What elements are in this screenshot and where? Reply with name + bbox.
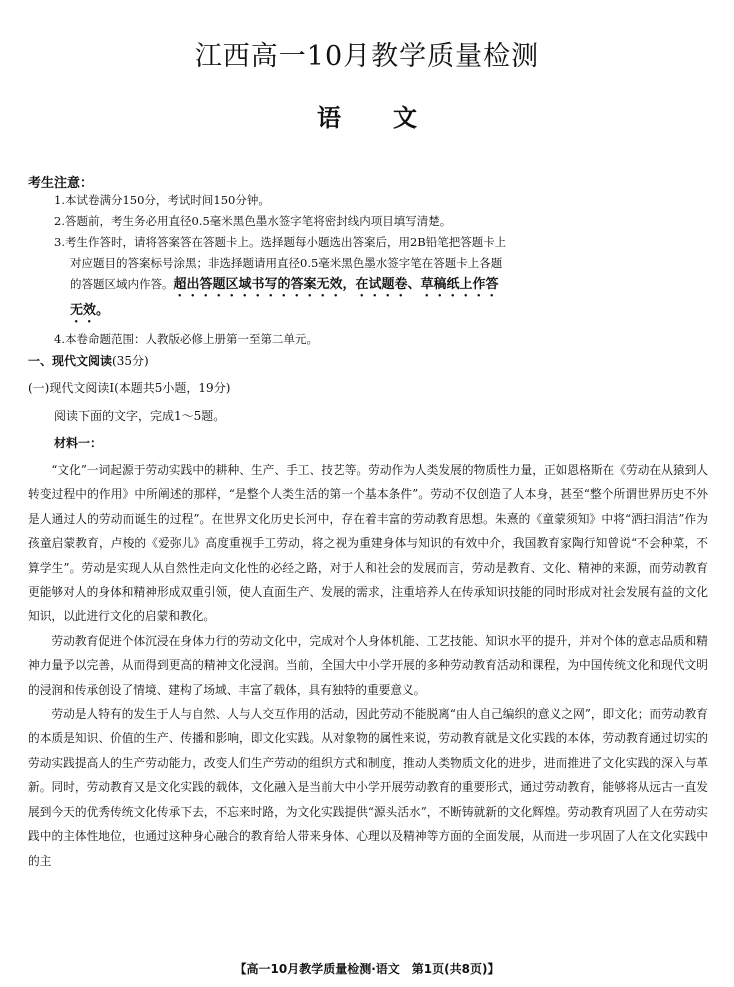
notice-list xyxy=(54,190,594,350)
passage-paragraph-3: 劳动是人特有的发生于人与自然、人与人交互作用的活动，因此劳动不能脱离“由人自己编织的意义之网”，即文化；而劳动教育的本质是知识、价值的生产、传播和影响，即文化实践。从对象物的属性来说，劳动教育就是文化实践的本体，劳动教育通过切实的劳动实践提高人的生产劳动能力，改变人们生产劳动的组织方式和制度，推动人类物质文化的进步，进而推进了文化实践的深入与革新。同时，劳动教育又是文化实践的载体，文化融入是当前大中小学开展劳动教育的重要形式，通过劳动教育，能够将从远古一直发展到今天的优秀传统文化传承下去，不忘来时路，为文化实践提供“源头活水”，不断铸就新的文化辉煌。劳动教育巩固了人在劳动实践中的主体性地位，也通过这种身心融合的教育给人带来身体、心理以及精神等方面的全面发展，从而进一步巩固了人在文化实践中的主 xyxy=(28,707,708,868)
reading-instruction: 阅读下面的文字，完成1～5题。 xyxy=(54,409,226,423)
part-title: 一、现代文阅读 xyxy=(28,354,113,368)
notice-item-3-line-4 xyxy=(54,300,594,326)
part-heading xyxy=(28,352,149,369)
page-footer xyxy=(0,960,734,977)
footer-text: 【高一10月教学质量检测·语文 第1页(共8页)】 xyxy=(234,962,500,976)
notice-emphasis-1: 超出答题区域书写的答案无效，在试题卷、草稿纸上作答 xyxy=(173,277,499,292)
passage-paragraph-1: “文化”一词起源于劳动实践中的耕种、生产、手工、技艺等。劳动作为人类发展的物质性力量，正如恩格斯在《劳动在从猿到人转变过程中的作用》中所阐述的那样，“是整个人类生活的第一个基本条件”。劳动不仅创造了人本身，甚至“整个所谓世界历史不外是人通过人的劳动而诞生的过程”。在世界文化历史长河中，存在着丰富的劳动教育思想。朱熹的《童蒙须知》中将“洒扫涓洁”作为孩童启蒙教育，卢梭的《爱弥儿》高度重视手工劳动，将之视为重建身体与知识的有效中介，我国教育家陶行知曾说“不会种菜，不算学生”。劳动是实现人从自然性走向文化性的必经之路，对于人和社会的发展而言，劳动是教育、文化、精神的来源，而劳动教育更能够对人的身体和精神形成双重引领，使人直面生产、发展的需求，注重培养人在传承知识技能的同时形成对社会发展有益的文化知识，以此进行文化的启蒙和教化。 xyxy=(28,463,708,624)
notice-item-3-text: 的答题区域内作答。 xyxy=(70,277,174,291)
notice-item-2: 2.答题前，考生务必用直径0.5毫米黑色墨水签字笔将密封线内项目填写清楚。 xyxy=(54,214,452,228)
material-label-text: 材料一： xyxy=(54,436,103,450)
sub-heading: (一)现代文阅读Ⅰ(本题共5小题，19分) xyxy=(28,381,231,395)
notice-emphasis-2: 无效。 xyxy=(70,303,110,318)
notice-heading: 考生注意： xyxy=(28,176,94,191)
material-label xyxy=(54,434,102,451)
part-score: (35分) xyxy=(112,354,149,368)
notice-item-3-line-2: 对应题目的答案标号涂黑；非选择题请用直径0.5毫米黑色墨水签字笔在答题卡上各题 xyxy=(70,256,503,270)
notice-item-4: 4.本卷命题范围：人教版必修上册第一至第二单元。 xyxy=(54,332,318,346)
subject-title xyxy=(0,98,734,133)
notice-item-3-line-3 xyxy=(54,274,594,300)
subject-char-2: 文 xyxy=(393,103,417,132)
notice-item-3-line-1: 3.考生作答时，请将答案答在答题卡上。选择题每小题选出答案后，用2B铅笔把答题卡上 xyxy=(54,235,507,249)
notice-item-1: 1.本试卷满分150分，考试时间150分钟。 xyxy=(54,193,270,207)
passage xyxy=(28,458,708,873)
passage-paragraph-2: 劳动教育促进个体沉浸在身体力行的劳动文化中，完成对个人身体机能、工艺技能、知识水平的提升，并对个体的意志品质和精神力量予以完善，从而得到更高的精神文化浸润。当前，全国大中小学开展的多种劳动教育活动和课程，为中国传统文化和现代文明的浸润和传承创设了情境、建构了场域、丰富了载体，具有独特的重要意义。 xyxy=(28,633,708,697)
subject-char-1: 语 xyxy=(317,103,341,132)
exam-title: 江西高一10月教学质量检测 xyxy=(194,41,540,72)
